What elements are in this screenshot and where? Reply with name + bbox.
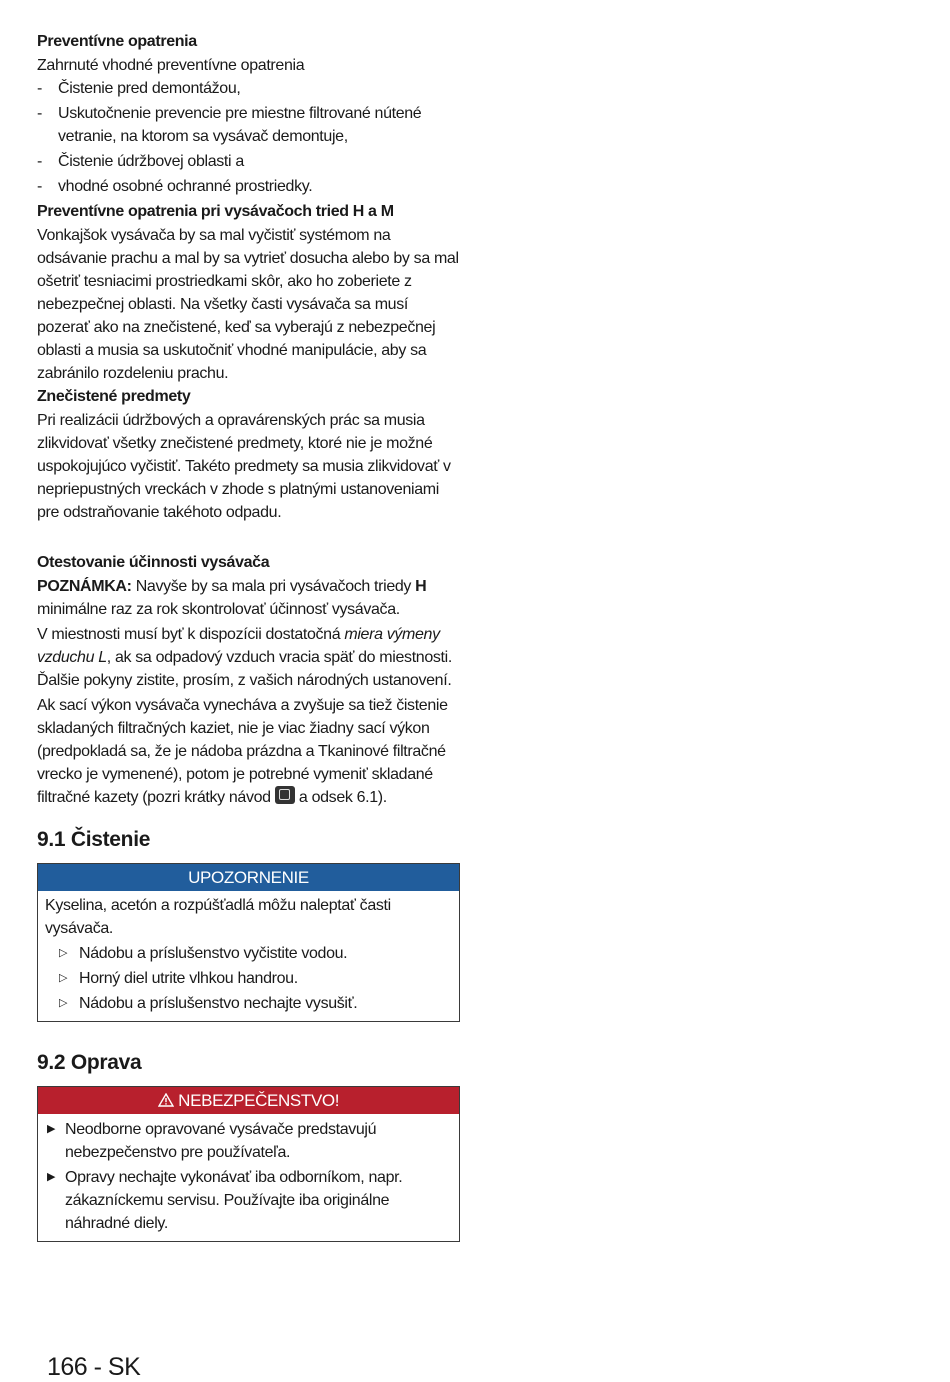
caution-box bbox=[37, 863, 460, 1022]
triangle-bullet-icon: ▷ bbox=[59, 997, 68, 1009]
preventive-hm-body: Vonkajšok vysávača by sa mal vyčistiť systémom na odsávanie prachu a mal by sa vytrieť dosucha alebo by sa mal ošetriť tesniacimi prostriedkami skôr, ako ho zoberiete z nebezpečnej oblasti. Na všetky časti vysávača sa musí pozerať ako na znečistené, keď sa vyberajú z nebezpečnej oblasti a musia sa uskutočniť vhodné manipulácie, aby sa zabránilo rozdeleniu prachu. bbox=[37, 227, 459, 382]
list-item: ▷ Nádobu a príslušenstvo nechajte vysušiť. bbox=[45, 992, 452, 1015]
list-item: ▶ Neodborne opravované vysávače predstavujú nebezpečenstvo pre používateľa. bbox=[45, 1118, 452, 1164]
air-exchange-text: V miestnosti musí byť k dispozícii dostatočná miera výmeny vzduchu L, ak sa odpadový vzduch vracia späť do miestnosti. Ďalšie pokyny zistite, prosím, z vašich národných ustanovení. bbox=[37, 626, 452, 689]
triangle-bullet-icon: ▷ bbox=[59, 972, 68, 984]
heading-efficiency-test: Otestovanie účinnosti vysávača bbox=[37, 554, 270, 571]
dash-bullet: - bbox=[37, 153, 42, 170]
list-item: ▷ Nádobu a príslušenstvo vyčistite vodou. bbox=[45, 942, 452, 965]
section-title-repair: 9.2 Oprava bbox=[37, 1051, 142, 1074]
list-item: ▷ Horný diel utrite vlhkou handrou. bbox=[45, 967, 452, 990]
warning-triangle-icon bbox=[158, 1093, 174, 1107]
air-exchange-rate: miera výmeny vzduchu L bbox=[37, 626, 440, 666]
page-number: 166 - SK bbox=[47, 1353, 141, 1381]
class-h: H bbox=[415, 578, 427, 595]
cleaning-steps bbox=[45, 942, 452, 1015]
list-item: ▶ Opravy nechajte vykonávať iba odborníkom, napr. zákazníckemu servisu. Používajte iba originálne náhradné diely. bbox=[45, 1166, 452, 1235]
arrow-bullet-icon: ▶ bbox=[47, 1123, 56, 1135]
heading-preventive-hm: Preventívne opatrenia pri vysávačoch tried H a M bbox=[37, 203, 394, 220]
caution-body bbox=[38, 891, 459, 1021]
content-column bbox=[37, 30, 462, 1242]
efficiency-note: POZNÁMKA: Navyše by sa mala pri vysávačoch triedy H minimálne raz za rok skontrolovať účinnosť vysávača. bbox=[37, 578, 427, 618]
note-label: POZNÁMKA: bbox=[37, 578, 132, 595]
filter-replacement-text: Ak sací výkon vysávača vynecháva a zvyšuje sa tiež čistenie skladaných filtračných kaziet, nie je viac žiadny sací výkon (predpokladá sa, že je nádoba prázdna a Tkaninové filtračné vrecko je vymenené), potom je potrebné vymeniť skladané filtračné kazety (pozri krátky návod a odsek 6.1). bbox=[37, 697, 448, 806]
preventive-intro: Zahrnuté vhodné preventívne opatrenia bbox=[37, 57, 305, 74]
list-item: - Čistenie pred demontážou, bbox=[37, 77, 462, 100]
repair-warnings bbox=[45, 1118, 452, 1235]
dash-bullet: - bbox=[37, 178, 42, 195]
arrow-bullet-icon: ▶ bbox=[47, 1171, 56, 1183]
caution-header: UPOZORNENIE bbox=[38, 864, 459, 891]
danger-body bbox=[38, 1114, 459, 1241]
manual-book-icon bbox=[275, 786, 295, 804]
triangle-bullet-icon: ▷ bbox=[59, 947, 68, 959]
dash-bullet: - bbox=[37, 80, 42, 97]
dash-bullet: - bbox=[37, 105, 42, 122]
heading-contaminated-items: Znečistené predmety bbox=[37, 388, 191, 405]
list-item: - vhodné osobné ochranné prostriedky. bbox=[37, 175, 462, 198]
section-title-cleaning: 9.1 Čistenie bbox=[37, 828, 151, 851]
caution-intro: Kyselina, acetón a rozpúšťadlá môžu naleptať časti vysávača. bbox=[45, 897, 391, 937]
contaminated-items-body: Pri realizácii údržbových a opravárenských prác sa musia zlikvidovať všetky znečistené predmety, ktoré nie je možné uspokojujúco vyčistiť. Takéto predmety sa musia zlikvidovať v nepriepustných vreckách v zhode s platnými ustanoveniami pre odstraňovanie takéhoto odpadu. bbox=[37, 412, 451, 521]
list-item: - Uskutočnenie prevencie pre miestne filtrované nútené vetranie, na ktorom sa vysávač demontuje, bbox=[37, 102, 462, 148]
danger-header: NEBEZPEČENSTVO! bbox=[38, 1087, 459, 1114]
preventive-list bbox=[37, 77, 462, 198]
list-item: - Čistenie údržbovej oblasti a bbox=[37, 150, 462, 173]
danger-box bbox=[37, 1086, 460, 1242]
heading-preventive-measures: Preventívne opatrenia bbox=[37, 33, 197, 50]
